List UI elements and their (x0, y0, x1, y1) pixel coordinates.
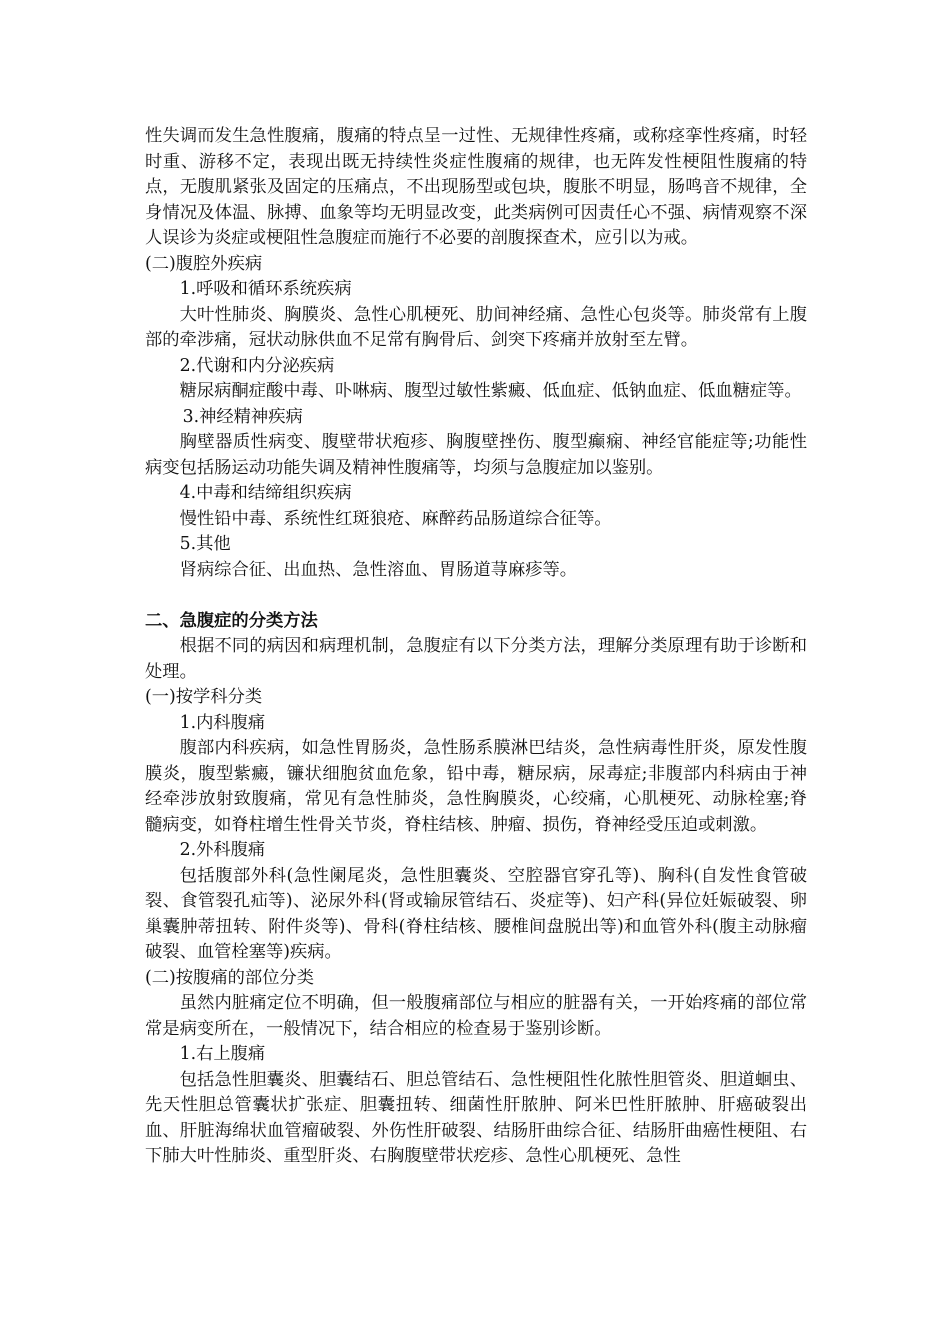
item-text-neuro: 胸壁器质性病变、腹壁带状疱疹、胸腹壁挫伤、腹型癫痫、神经官能症等;功能性病变包括肠运动功能失调及精神性腹痛等，均须与急腹症加以鉴别。 (145, 432, 807, 478)
item-title-surgical: 2.外科腹痛 (179, 840, 266, 860)
item-title-metabolic: 2.代谢和内分泌疾病 (179, 355, 335, 376)
item-text-other: 肾病综合征、出血热、急性溶血、胃肠道荨麻疹等。 (179, 559, 578, 580)
subsection-heading-by-discipline: (一)按学科分类 (145, 687, 263, 707)
location-intro: 虽然内脏痛定位不明确，但一般腹痛部位与相应的脏器有关，一开始疼痛的部位常常是病变所在，一般情况下，结合相应的检查易于鉴别诊断。 (145, 993, 807, 1039)
item-title-other: 5.其他 (179, 534, 231, 554)
paragraph-continued: 性失调而发生急性腹痛，腹痛的特点呈一过性、无规律性疼痛，或称痉挛性疼痛，时轻时重、游移不定，表现出既无持续性炎症性腹痛的规律，也无阵发性梗阻性腹痛的特点，无腹肌紧张及固定的压痛点，不出现肠型或包块，腹胀不明显，肠鸣音不规律，全身情况及体温、脉搏、血象等均无明显改变，此类病例可因责任心不强、病情观察不深人误诊为炎症或梗阻性急腹症而施行不必要的剖腹探查术，应引以为戒。 (145, 126, 807, 248)
item-title-right-upper: 1.右上腹痛 (179, 1044, 266, 1064)
item-title-respiratory: 1.呼吸和循环系统疾病 (179, 279, 352, 299)
subsection-heading-by-location: (二)按腹痛的部位分类 (145, 967, 315, 988)
item-text-respiratory: 大叶性肺炎、胸膜炎、急性心肌梗死、肋间神经痛、急性心包炎等。肺炎常有上腹部的牵涉痛，冠状动脉供血不足常有胸骨后、剑突下疼痛并放射至左臂。 (145, 304, 807, 350)
item-text-right-upper: 包括急性胆囊炎、胆囊结石、胆总管结石、急性梗阻性化脓性胆管炎、胆道蛔虫、先天性胆总管囊状扩张症、胆囊扭转、细菌性肝脓肿、阿米巴性肝脓肿、肝癌破裂出血、肝脏海绵状血管瘤破裂、外伤性肝破裂、结肠肝曲综合征、结肠肝曲癌性梗阻、右下肺大叶性肺炎、重型肝炎、右胸腹壁带状疙疹、急性心肌梗死、急性 (145, 1069, 807, 1166)
item-title-toxic: 4.中毒和结缔组织疾病 (179, 483, 352, 503)
item-title-internal: 1.内科腹痛 (179, 712, 266, 733)
section-heading-classification: 二、急腹症的分类方法 (145, 610, 318, 631)
item-text-internal: 腹部内科疾病，如急性胃肠炎，急性肠系膜淋巴结炎，急性病毒性肝炎，原发性腹膜炎，腹型紫癜，镰状细胞贫血危象，铅中毒，糖尿病，尿毒症;非腹部内科病由于神经牵涉放射致腹痛，常见有急性肺炎，急性胸膜炎，心绞痛，心肌梗死、动脉栓塞;脊髓病变，如脊柱增生性骨关节炎，脊柱结核、肿瘤、损伤，脊神经受压迫或刺激。 (145, 738, 807, 835)
item-text-surgical: 包括腹部外科(急性阑尾炎，急性胆囊炎、空腔器官穿孔等)、胸科(自发性食管破裂、食管裂孔疝等)、泌尿外科(肾或输尿管结石、炎症等)、妇产科(异位妊娠破裂、卵巢囊肿蒂扭转、附件炎等)、骨科(脊柱结核、腰椎间盘脱出等)和血管外科(腹主动脉瘤破裂、血管栓塞等)疾病。 (145, 865, 807, 962)
document-page (145, 124, 807, 1170)
item-text-metabolic: 糖尿病酮症酸中毒、卟啉病、腹型过敏性紫癜、低血症、低钠血症、低血糖症等。 (179, 381, 802, 401)
subsection-heading-extra-abdominal: (二)腹腔外疾病 (145, 253, 263, 274)
item-title-neuro: 3.神经精神疾病 (182, 406, 303, 427)
blank-line (145, 583, 807, 609)
item-text-toxic: 慢性铅中毒、系统性红斑狼疮、麻醉药品肠道综合征等。 (179, 508, 612, 529)
section-intro: 根据不同的病因和病理机制，急腹症有以下分类方法，理解分类原理有助于诊断和处理。 (145, 636, 807, 682)
